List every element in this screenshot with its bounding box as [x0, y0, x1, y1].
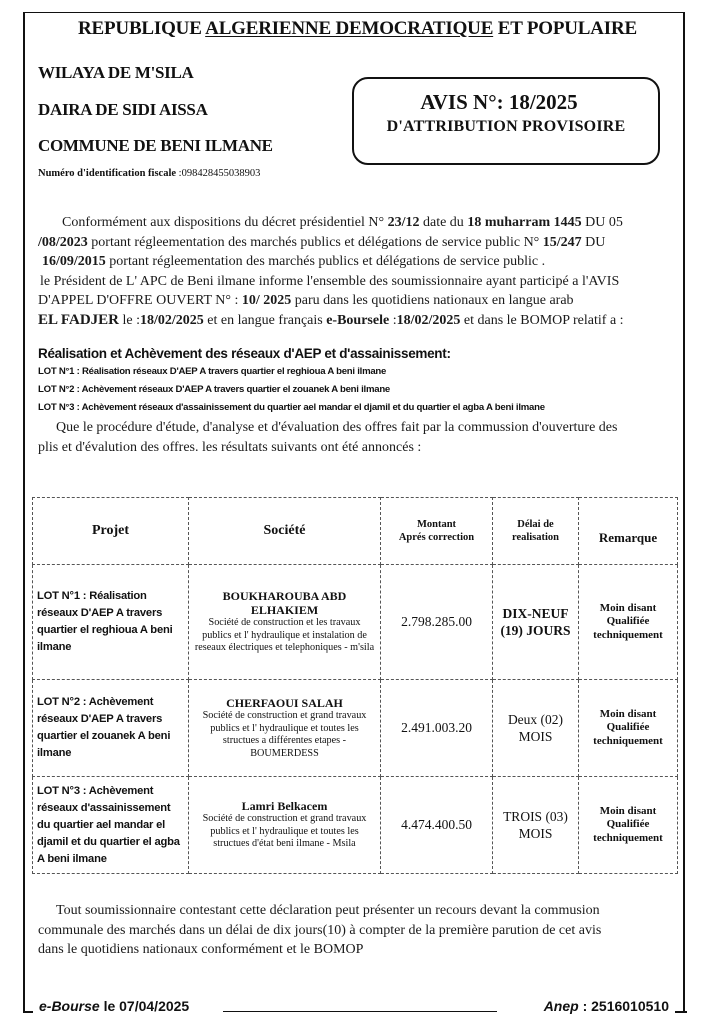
cell-societe: BOUKHAROUBA ABD ELHAKIEM Société de construction et les travaux publics et l' hydraulique et instalation de reseaux électriques et telephoniques - m'sila: [189, 565, 381, 680]
lot-item: LOT N°1 : Réalisation réseaux D'AEP A travers quartier el reghioua A beni ilmane: [38, 366, 387, 377]
table-row: [33, 565, 678, 680]
table-row: [33, 777, 678, 874]
footer-publication: e-Bourse le 07/04/2025: [35, 998, 193, 1014]
footer-rule: [223, 1011, 497, 1012]
frame-corner: [23, 1011, 33, 1013]
wilaya-label: WILAYA DE M'SILA: [38, 63, 194, 82]
cell-remarque: Moin disant Qualifiée techniquement: [579, 680, 678, 777]
results-table: [32, 497, 678, 874]
footer: [23, 998, 687, 1018]
col-remarque: Remarque: [579, 498, 678, 565]
cell-delai: Deux (02) MOIS: [493, 680, 579, 777]
footer-anep-ref: Anep : 2516010510: [540, 998, 673, 1014]
cell-societe: Lamri Belkacem Société de construction et grand travaux publics et l' hydraulique et toutes les structues d'état beni ilmane - Msila: [189, 777, 381, 874]
procedure-paragraph: Que le procédure d'étude, d'analyse et d'évaluation des offres fait par la commussion d'ouverture des plis et d'évalution des offres. les résultats suivants ont été annoncés :: [38, 420, 618, 455]
cell-remarque: Moin disant Qualifiée techniquement: [579, 565, 678, 680]
cell-delai: TROIS (03) MOIS: [493, 777, 579, 874]
col-societe: Société: [189, 498, 381, 565]
daira-label: DAIRA DE SIDI AISSA: [38, 100, 208, 119]
col-montant: Montant Aprés correction: [381, 498, 493, 565]
cell-projet: LOT N°1 : Réalisation réseaux D'AEP A travers quartier el reghioua A beni ilmane: [33, 565, 189, 680]
cell-montant: 2.798.285.00: [381, 565, 493, 680]
cell-remarque: Moin disant Qualifiée techniquement: [579, 777, 678, 874]
cell-delai: DIX-NEUF (19) JOURS: [493, 565, 579, 680]
table-row: [33, 680, 678, 777]
recours-paragraph: Tout soumissionnaire contestant cette déclaration peut présenter un recours devant la commusion communale des marchés dans un délai de dix jours(10) à compter de la première parution de cet avis dans le quotidiens nationaux conformément et le BOMOP: [38, 903, 602, 957]
lot-item: LOT N°2 : Achèvement réseaux D'AEP A travers quartier el zouanek A beni ilmane: [38, 384, 391, 395]
cell-societe: CHERFAOUI SALAH Société de construction et grand travaux publics et l' hydraulique et toutes les structues a différentes etapes - BOUMERDESS: [189, 680, 381, 777]
table-header-row: [33, 498, 678, 565]
page-title: REPUBLIQUE ALGERIENNE DEMOCRATIQUE ET POPULAIRE: [78, 18, 637, 39]
avis-subtitle: D'ATTRIBUTION PROVISOIRE: [386, 118, 626, 135]
intro-paragraph: Conformément aux dispositions du décret présidentiel N° 23/12 date du 18 muharram 1445 DU 05 /08/2023 portant régleementation des marchés publics et délégations de service public N° 15/247 DU 16/09/2015 portant régleementation des marchés publics et délégations de service public . le Président de L' APC de Beni ilmane informe l'ensemble des soumissionnaire ayant participé a l'AVIS D'APPEL D'OFFRE OUVERT N° : 10/ 2025 paru dans les quotidiens nationaux en langue arab EL FADJER le :18/02/2025 et en langue français e-Boursele :18/02/2025 et dans le BOMOP relatif a :: [38, 215, 624, 328]
col-delai: Délai de realisation: [493, 498, 579, 565]
subject-heading: Réalisation et Achèvement des réseaux d'AEP et d'assainissement:: [38, 346, 451, 361]
lot-item: LOT N°3 : Achèvement réseaux d'assainissement du quartier ael mandar el djamil et du quartier el agba A beni ilmane: [38, 402, 545, 413]
footer-rule-tail: [675, 1011, 687, 1013]
title-underlined: ALGERIENNE DEMOCRATIQUE: [205, 18, 494, 39]
col-projet: Projet: [33, 498, 189, 565]
cell-projet: LOT N°3 : Achèvement réseaux d'assainissement du quartier ael mandar el djamil et du quartier el agba A beni ilmane: [33, 777, 189, 874]
fiscal-id: Numéro d'identification fiscale :098428455038903: [38, 168, 261, 179]
commune-label: COMMUNE DE BENI ILMANE: [38, 136, 273, 155]
avis-number: AVIS N°: 18/2025: [420, 90, 578, 114]
cell-montant: 2.491.003.20: [381, 680, 493, 777]
avis-box: [352, 77, 660, 165]
cell-montant: 4.474.400.50: [381, 777, 493, 874]
cell-projet: LOT N°2 : Achèvement réseaux D'AEP A travers quartier el zouanek A beni ilmane: [33, 680, 189, 777]
